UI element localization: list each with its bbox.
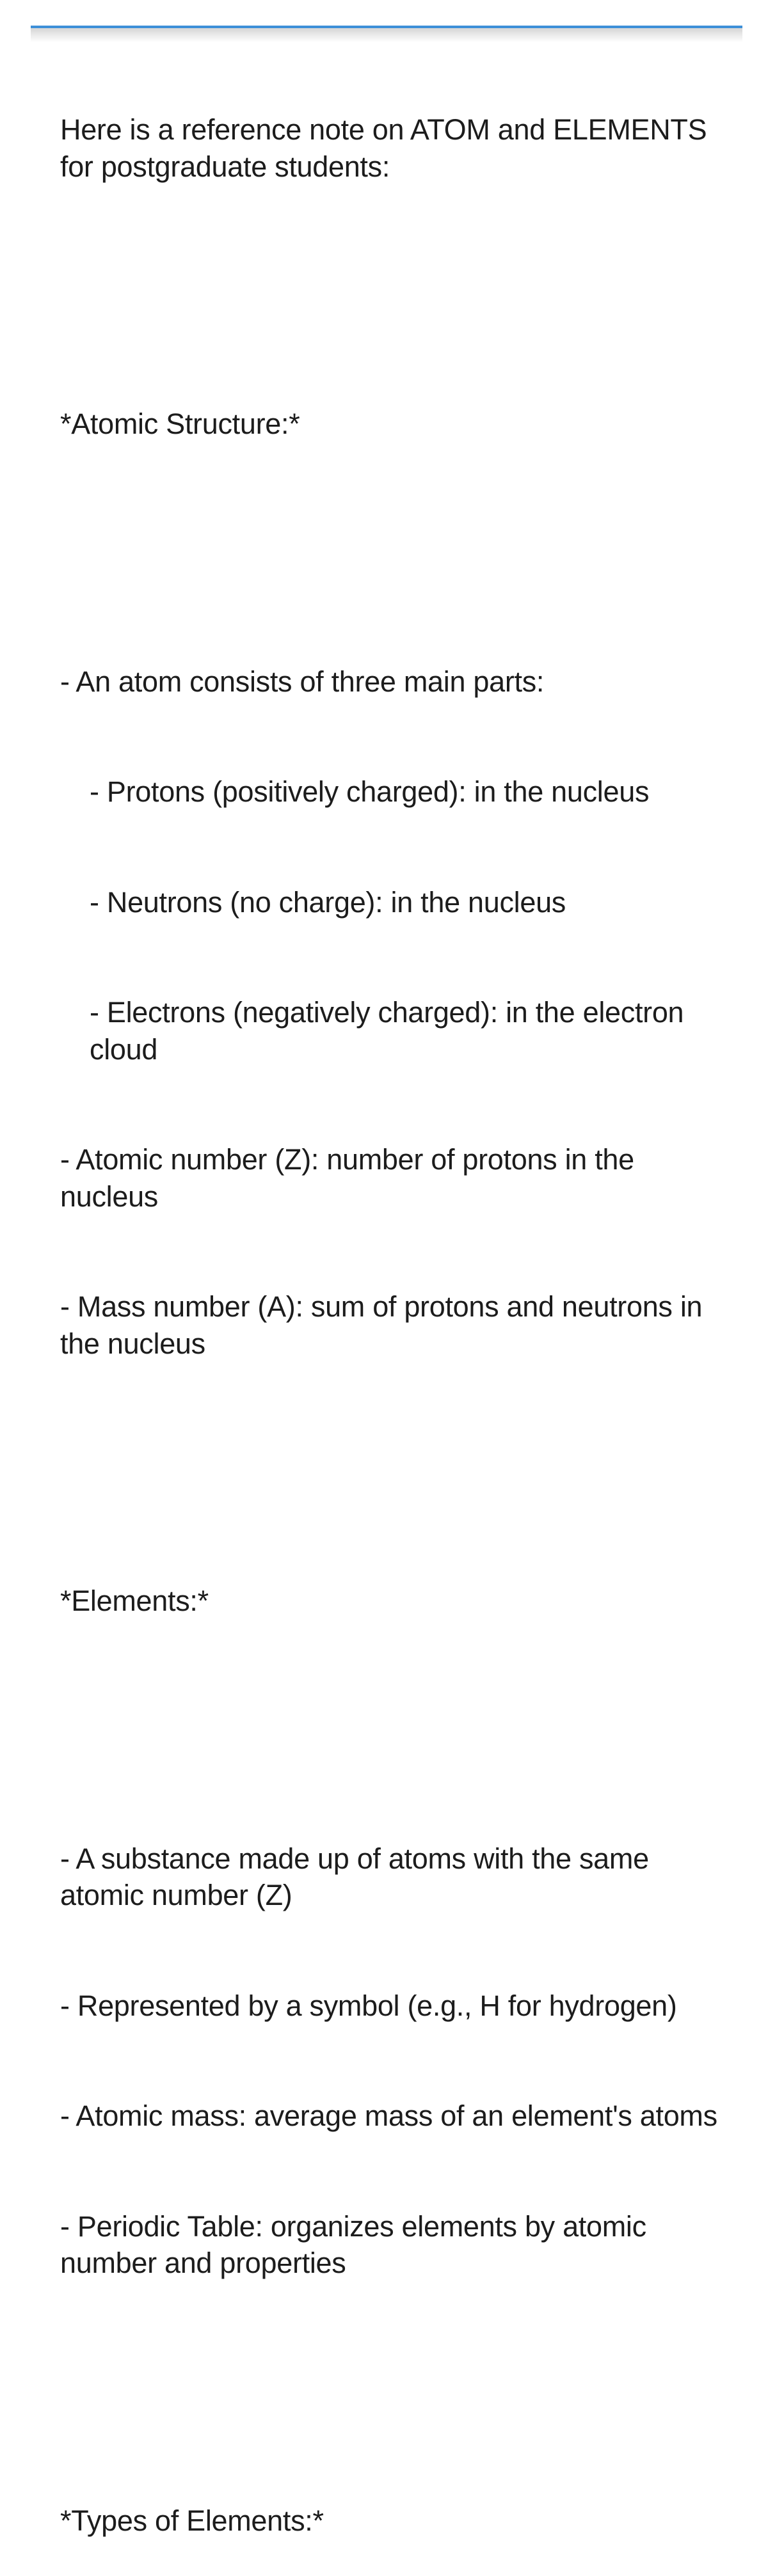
spacer — [60, 1435, 719, 1473]
list-item: - Atomic mass: average mass of an element's atoms — [60, 2099, 717, 2132]
list-subitem-electrons: - Electrons (negatively charged): in the electron cloud — [90, 996, 692, 1066]
list-item: - An atom consists of three main parts: — [60, 665, 545, 698]
list-subitem-protons: - Protons (positively charged): in the nucleus — [90, 775, 650, 808]
atomic-structure-heading: *Atomic Structure:* — [60, 407, 300, 440]
list-item: - Mass number (A): sum of protons and neutrons in the nucleus — [60, 1290, 710, 1360]
note-body — [60, 38, 719, 2576]
list-item: - A substance made up of atoms with the same atomic number (Z) — [60, 1842, 657, 1911]
list-subitem-neutrons: - Neutrons (no charge): in the nucleus — [90, 885, 566, 919]
spacer — [60, 2355, 719, 2392]
intro-text: Here is a reference note on ATOM and ELEMENTS for postgraduate students: — [60, 113, 715, 183]
list-item: - Atomic number (Z): number of protons in the nucleus — [60, 1143, 643, 1213]
types-heading: *Types of Elements:* — [60, 2504, 324, 2537]
spacer — [60, 1693, 719, 1730]
spacer — [60, 258, 719, 296]
list-item: - Periodic Table: organizes elements by atomic number and properties — [60, 2209, 655, 2279]
spacer — [60, 516, 719, 553]
elements-heading: *Elements:* — [60, 1584, 209, 1617]
list-item: - Represented by a symbol (e.g., H for hydrogen) — [60, 1989, 677, 2022]
